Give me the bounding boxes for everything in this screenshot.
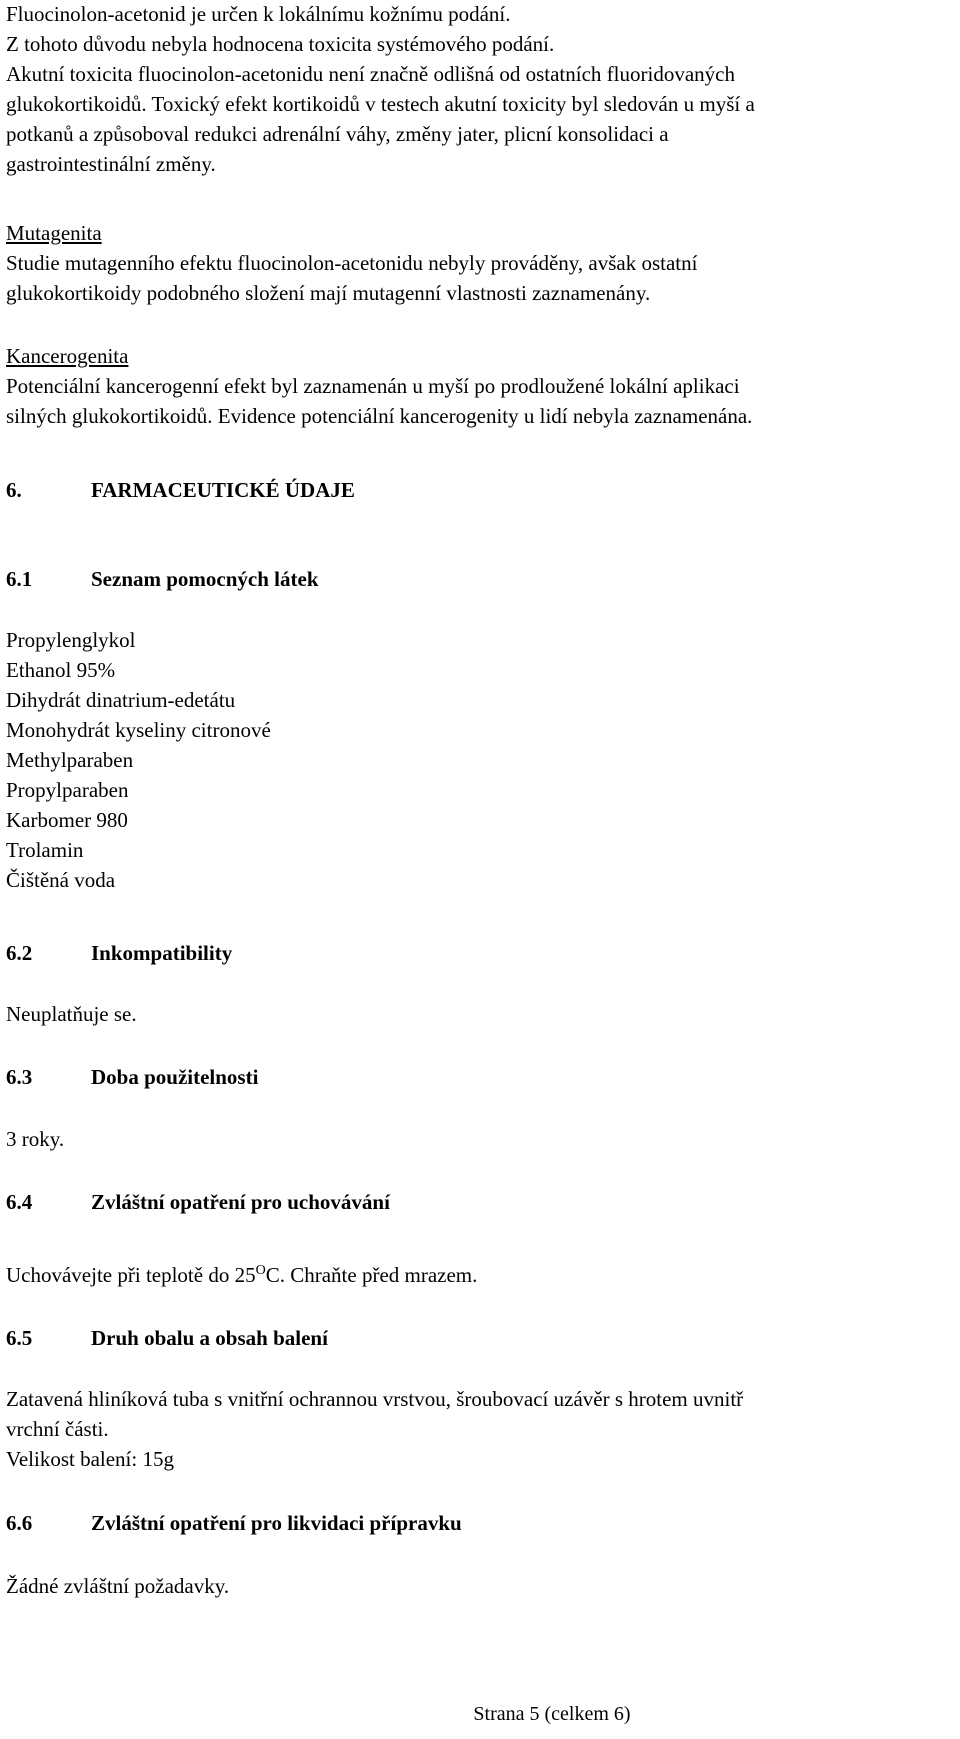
section-title: Druh obalu a obsah balení bbox=[91, 1326, 328, 1350]
section-title: Zvláštní opatření pro uchovávání bbox=[91, 1190, 390, 1214]
packaging-line: Zatavená hliníková tuba s vnitřní ochrannou vrstvou, šroubovací uzávěr s hrotem uvnitř bbox=[6, 1387, 744, 1411]
list-item: Monohydrát kyseliny citronové bbox=[6, 718, 271, 742]
intro-paragraph bbox=[6, 0, 755, 179]
list-item: Methylparaben bbox=[6, 748, 134, 772]
list-item: Propylparaben bbox=[6, 778, 129, 802]
section-6-heading bbox=[6, 475, 355, 505]
section-6-2-text: Neuplatňuje se. bbox=[6, 1002, 137, 1026]
excipients-list bbox=[6, 625, 271, 895]
section-6-6-text: Žádné zvláštní požadavky. bbox=[6, 1574, 230, 1598]
intro-line: Z tohoto důvodu nebyla hodnocena toxicita systémového podání. bbox=[6, 32, 555, 56]
page-footer bbox=[0, 1699, 960, 1729]
packaging-line: vrchní části. bbox=[6, 1417, 109, 1441]
section-6-1-heading bbox=[6, 564, 319, 594]
section-number: 6.2 bbox=[6, 941, 33, 965]
section-6-5-heading bbox=[6, 1323, 328, 1353]
section-6-5-text bbox=[6, 1384, 743, 1474]
page-number: Strana 5 (celkem 6) bbox=[473, 1703, 631, 1725]
kancerogenita-title: Kancerogenita bbox=[6, 344, 129, 368]
section-title: FARMACEUTICKÉ ÚDAJE bbox=[91, 478, 355, 502]
mutagenita-title: Mutagenita bbox=[6, 221, 102, 245]
kancerogenita-section bbox=[6, 341, 752, 431]
section-title: Zvláštní opatření pro likvidaci přípravku bbox=[91, 1511, 462, 1535]
list-item: Karbomer 980 bbox=[6, 808, 128, 832]
section-6-4-heading bbox=[6, 1187, 390, 1217]
list-item: Dihydrát dinatrium-edetátu bbox=[6, 688, 236, 712]
mutagenita-line: glukokortikoidy podobného složení mají mutagenní vlastnosti zaznamenány. bbox=[6, 281, 651, 305]
intro-line: Akutní toxicita fluocinolon-acetonidu není značně odlišná od ostatních fluoridovaných bbox=[6, 62, 735, 86]
section-number: 6. bbox=[6, 478, 22, 502]
section-number: 6.1 bbox=[6, 567, 33, 591]
list-item: Ethanol 95% bbox=[6, 658, 116, 682]
section-6-6-heading bbox=[6, 1508, 462, 1538]
mutagenita-section bbox=[6, 218, 697, 308]
list-item: Propylenglykol bbox=[6, 628, 136, 652]
intro-line: glukokortikoidů. Toxický efekt kortikoidů v testech akutní toxicity byl sledován u myší a bbox=[6, 92, 755, 116]
section-number: 6.3 bbox=[6, 1065, 33, 1089]
mutagenita-line: Studie mutagenního efektu fluocinolon-acetonidu nebyly prováděny, avšak ostatní bbox=[6, 251, 698, 275]
section-6-3-heading bbox=[6, 1062, 258, 1092]
list-item: Trolamin bbox=[6, 838, 84, 862]
list-item: Čištěná voda bbox=[6, 868, 116, 892]
storage-text-end: C. Chraňte před mrazem. bbox=[265, 1263, 478, 1287]
section-number: 6.5 bbox=[6, 1326, 33, 1350]
kancerogenita-line: Potenciální kancerogenní efekt byl zaznamenán u myší po prodloužené lokální aplikaci bbox=[6, 374, 740, 398]
intro-line: potkanů a způsoboval redukci adrenální váhy, změny jater, plicní konsolidaci a bbox=[6, 122, 669, 146]
intro-line: Fluocinolon-acetonid je určen k lokálnímu kožnímu podání. bbox=[6, 2, 511, 26]
degree-mark: O bbox=[255, 1263, 266, 1278]
section-number: 6.4 bbox=[6, 1190, 33, 1214]
section-number: 6.6 bbox=[6, 1511, 33, 1535]
section-title: Doba použitelnosti bbox=[91, 1065, 259, 1089]
intro-line: gastrointestinální změny. bbox=[6, 152, 216, 176]
section-6-4-text bbox=[6, 1260, 477, 1294]
section-6-2-heading bbox=[6, 938, 232, 968]
section-title: Seznam pomocných látek bbox=[91, 567, 319, 591]
section-title: Inkompatibility bbox=[91, 941, 233, 965]
kancerogenita-line: silných glukokortikoidů. Evidence potenciální kancerogenity u lidí nebyla zaznamenána. bbox=[6, 404, 753, 428]
packaging-line: Velikost balení: 15g bbox=[6, 1447, 174, 1471]
section-6-3-text: 3 roky. bbox=[6, 1127, 65, 1151]
storage-text-start: Uchovávejte při teplotě do 25 bbox=[6, 1263, 256, 1287]
